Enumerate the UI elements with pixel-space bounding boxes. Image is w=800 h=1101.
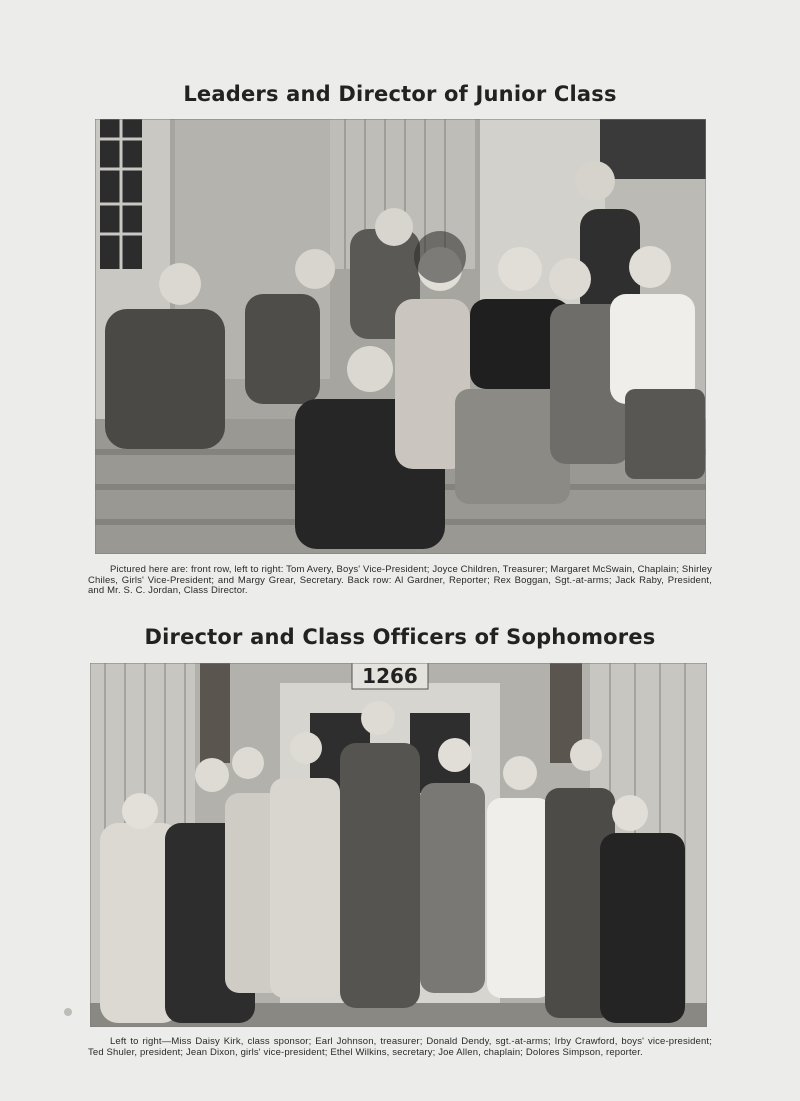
- junior-class-heading: Leaders and Director of Junior Class: [183, 82, 617, 106]
- page-blemish: [64, 1008, 72, 1016]
- sophomore-class-heading: Director and Class Officers of Sophomores: [144, 625, 656, 649]
- junior-class-caption: Pictured here are: front row, left to right: Tom Avery, Boys' Vice-President; Joyce Children, Treasurer; Margaret McSwain, Chaplain; Shirley Chiles, Girls' Vice-President; and Margy Grear, Secretary. Back row: Al Gardner, Reporter; Rex Boggan, Sgt.-at-arms; Jack Raby, President, and Mr. S. C. Jordan, Class Director.: [88, 564, 712, 597]
- junior-class-photo: [95, 119, 706, 554]
- sophomore-class-photo: [90, 663, 707, 1027]
- door-number-text: 1266: [362, 664, 418, 688]
- sophomore-class-caption: Left to right—Miss Daisy Kirk, class sponsor; Earl Johnson, treasurer; Donald Dendy, sgt.-at-arms; Irby Crawford, boys' vice-president; Ted Shuler, president; Jean Dixon, girls' vice-president; Ethel Wilkins, secretary; Joe Allen, chaplain; Dolores Simpson, reporter.: [88, 1036, 712, 1058]
